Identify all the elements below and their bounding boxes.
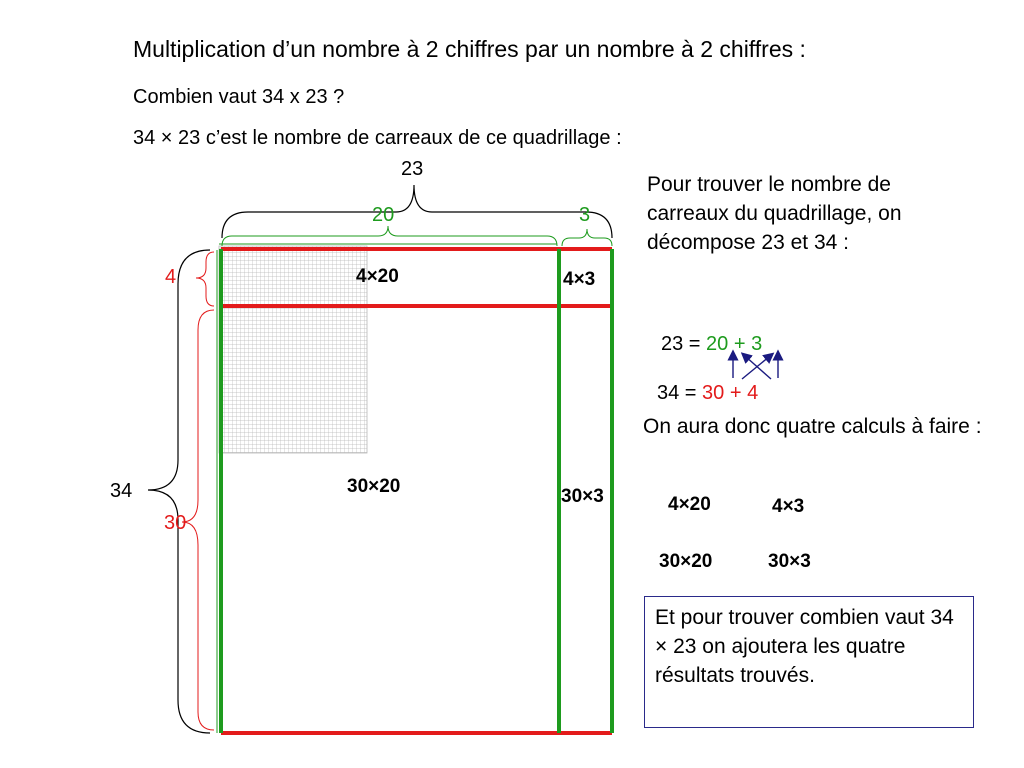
calc-30x3: 30×3 — [768, 551, 811, 572]
arrow-30-to-3 — [742, 356, 770, 379]
arrow-4-to-20 — [745, 356, 771, 379]
four-calcs-text: On aura donc quatre calculs à faire : — [643, 415, 982, 438]
brace-left-34 — [148, 250, 210, 733]
eq2-units: 4 — [747, 382, 759, 404]
explanation-text: Pour trouver le nombre de carreaux du quadrillage, on décompose 23 et 34 : — [647, 173, 902, 254]
brace-top-20 — [222, 226, 557, 246]
grid-note: 34 × 23 c’est le nombre de carreaux de ce quadrillage : — [133, 127, 622, 149]
cell-label-30x3-text: 30×3 — [561, 486, 604, 507]
label-left-34: 34 — [110, 480, 133, 502]
cell-label-30x20: 30×20 — [347, 476, 401, 497]
calc-4x20: 4×20 — [668, 494, 711, 515]
cell-label-4x3: 4×3 — [563, 269, 596, 290]
cell-label-4x20: 4×20 — [356, 266, 399, 287]
cell-label-30x3 — [561, 486, 611, 508]
label-left-30: 30 — [164, 512, 187, 534]
grid-squares — [219, 246, 367, 453]
eq1-units: 3 — [751, 333, 763, 355]
calc-4x3: 4×3 — [772, 496, 805, 517]
label-top-3: 3 — [579, 204, 591, 226]
eq2-left: 34 = — [657, 382, 697, 404]
brace-left-30 — [182, 310, 214, 730]
equation-23 — [661, 333, 762, 356]
conclusion-text: Et pour trouver combien vaut 34 × 23 on ajoutera les quatre résultats trouvés. — [655, 606, 954, 687]
equation-34 — [657, 382, 758, 405]
eq1-tens: 20 — [706, 333, 729, 355]
label-top-23: 23 — [401, 158, 424, 180]
question-text: Combien vaut 34 x 23 ? — [133, 86, 345, 108]
eq2-plus: + — [729, 382, 742, 404]
conclusion-box — [644, 596, 974, 728]
calc-30x20: 30×20 — [659, 551, 713, 572]
brace-top-3 — [562, 229, 612, 246]
page-title: Multiplication d’un nombre à 2 chiffres par un nombre à 2 chiffres : — [133, 36, 806, 62]
eq1-plus: + — [733, 333, 746, 355]
brace-left-4 — [196, 252, 214, 306]
eq2-tens: 30 — [702, 382, 725, 404]
label-top-20: 20 — [372, 204, 395, 226]
eq1-left: 23 = — [661, 333, 701, 355]
brace-top-23 — [222, 185, 612, 238]
label-left-4: 4 — [165, 266, 177, 288]
